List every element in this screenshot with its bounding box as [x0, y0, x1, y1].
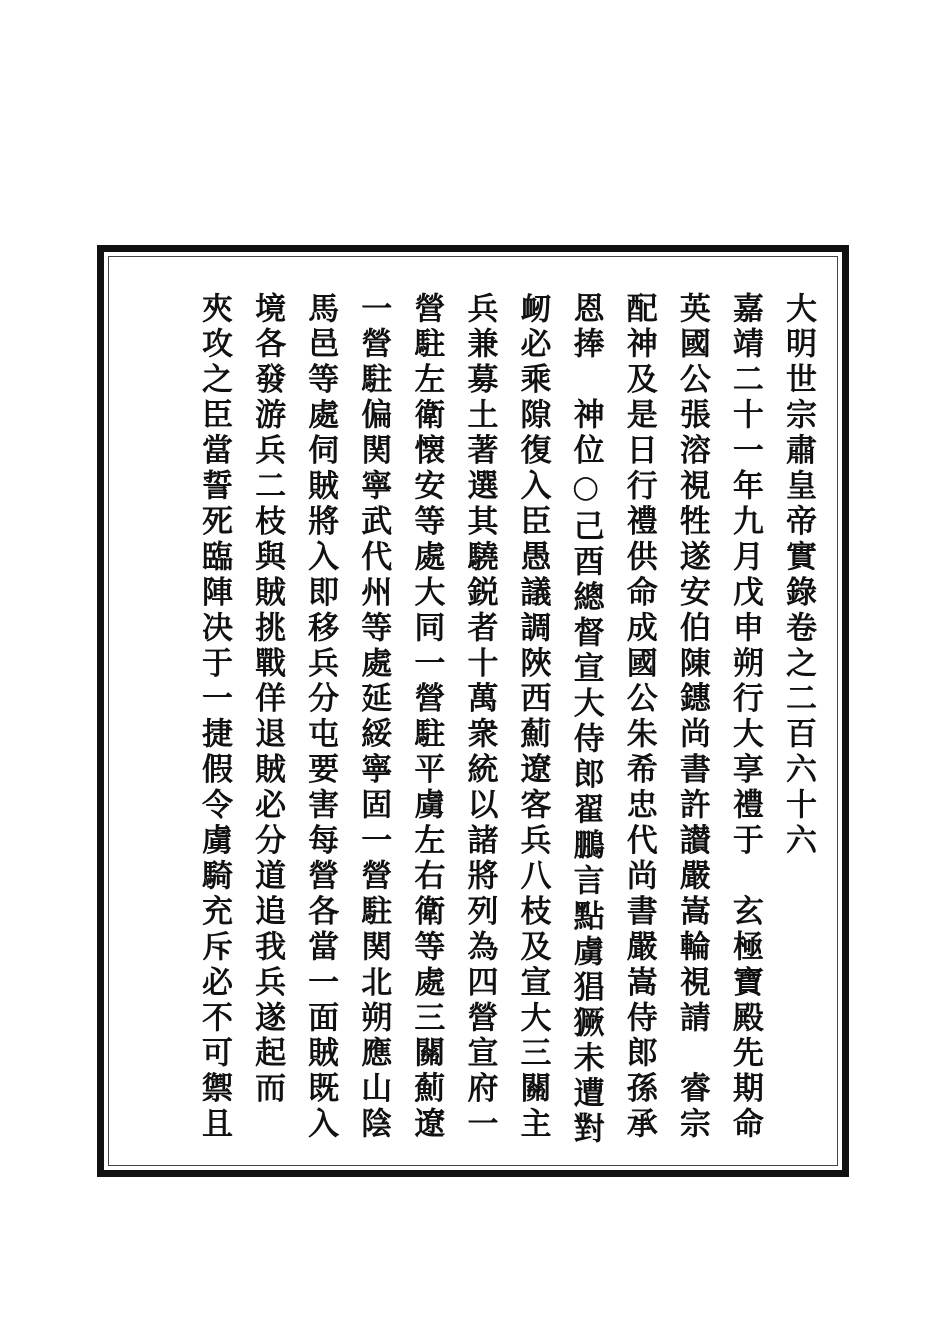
- text-column: 嘉靖二十一年九月戊申朔行大享禮于 玄極寶殿先期命: [726, 292, 763, 1143]
- vertical-text-block: [192, 292, 820, 1152]
- text-column: 一營駐偏関寧武代州等處延綏寧固一營駐関北朔應山陰: [355, 292, 392, 1143]
- text-column: 夾攻之臣當誓死臨陣决于一捷假令虜騎充斥必不可禦且: [195, 292, 232, 1143]
- page-border-frame: [97, 245, 849, 1177]
- text-column: 兵兼募土著選其驍鋭者十萬衆統以諸將列為四營宣府一: [461, 292, 498, 1143]
- text-column: 境各發游兵二枝與賊挑戰佯退賊必分道追我兵遂起而: [249, 292, 286, 1108]
- text-column: 英國公張溶視牲遂安伯陳鏸尚書許讃嚴嵩輪視請 睿宗: [673, 292, 710, 1143]
- text-column: 配神及是日行禮供命成國公朱希忠代尚書嚴嵩侍郎孫承: [620, 292, 657, 1143]
- text-column: 恩捧 神位○己酉總督宣大侍郎翟鵬言點虜猖獗未遭對: [567, 292, 604, 1148]
- text-column: 衂必乘隙復入臣愚議調陜西薊遼客兵八枝及宣大三關主: [514, 292, 551, 1143]
- text-column-title: 大明世宗肅皇帝實錄卷之二百六十六: [780, 292, 816, 860]
- text-column: 馬邑等處伺賊將入即移兵分屯要害每營各當一面賊既入: [302, 292, 339, 1143]
- text-column: 營駐左衛懐安等處大同一營駐平虜左右衛等處三關薊遼: [408, 292, 445, 1143]
